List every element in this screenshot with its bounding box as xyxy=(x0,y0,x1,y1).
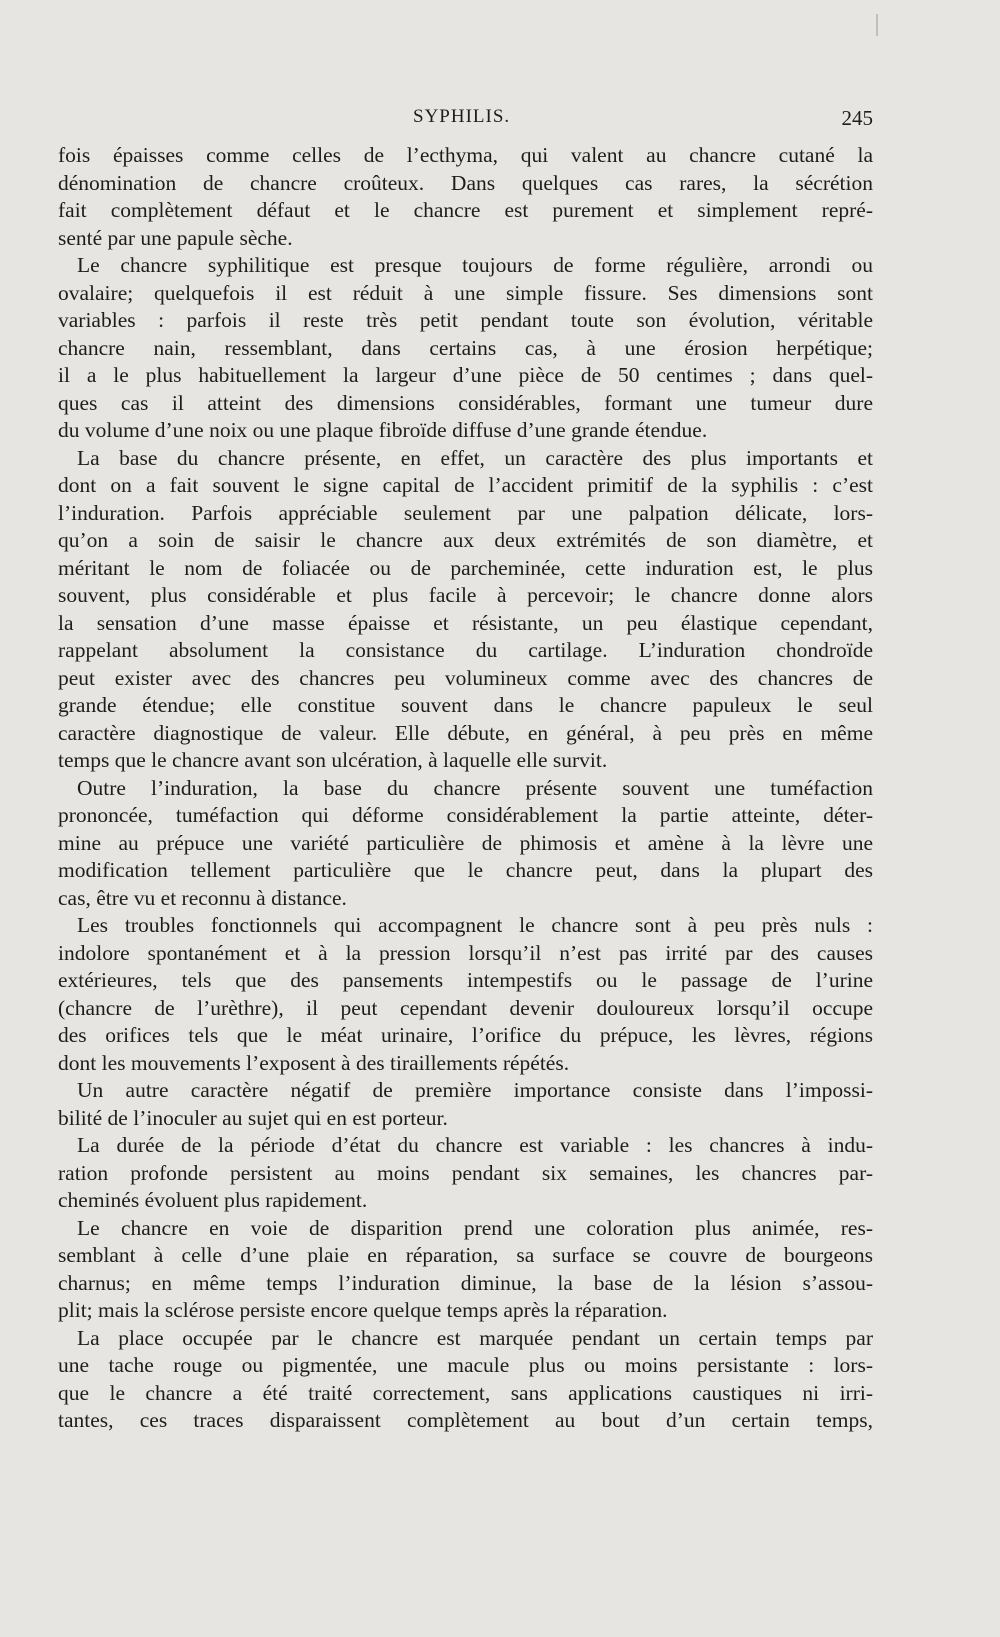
text-line: du volume d’une noix ou une plaque fibroïde diffuse d’une grande étendue. xyxy=(58,418,708,442)
text-line: Le chancre en voie de disparition prend une coloration plus animée, res- xyxy=(77,1215,873,1240)
text-line: Le chancre syphilitique est presque toujours de forme régulière, arrondi ou xyxy=(77,253,873,277)
text-line: peut exister avec des chancres peu volumineux comme avec des chancres de xyxy=(58,665,873,690)
text-line: ques cas il atteint des dimensions considérables, formant une tumeur dure xyxy=(58,390,873,415)
text-line: temps que le chancre avant son ulcération, à laquelle elle survit. xyxy=(58,748,608,772)
text-line: chancre nain, ressemblant, dans certains cas, à une érosion herpétique; xyxy=(58,335,873,360)
text-line: ovalaire; quelquefois il est réduit à une simple fissure. Ses dimensions sont xyxy=(58,280,873,305)
text-line: l’induration. Parfois appréciable seulement par une palpation délicate, lors- xyxy=(58,500,873,525)
text-line: grande étendue; elle constitue souvent dans le chancre papuleux le seul xyxy=(58,693,873,717)
text-line: caractère diagnostique de valeur. Elle débute, en général, à peu près en même xyxy=(58,720,873,745)
text-line: senté par une papule sèche. xyxy=(58,225,293,250)
text-line: charnus; en même temps l’induration diminue, la base de la lésion s’assou- xyxy=(58,1270,873,1295)
text-line: dont on a fait souvent le signe capital de l’accident primitif de la syphilis : c’est xyxy=(58,473,873,497)
text-line: Les troubles fonctionnels qui accompagnent le chancre sont à peu près nuls : xyxy=(77,913,873,937)
text-line: fait complètement défaut et le chancre est purement et simplement repré- xyxy=(58,198,873,222)
text-line: bilité de l’inoculer au sujet qui en est porteur. xyxy=(58,1105,448,1130)
text-line: (chancre de l’urèthre), il peut cependant devenir douloureux lorsqu’il occupe xyxy=(58,995,873,1020)
text-line: La place occupée par le chancre est marquée pendant un certain temps par xyxy=(77,1325,873,1350)
page-number: 245 xyxy=(841,106,873,130)
text-line: extérieures, tels que des pansements intempestifs ou le passage de l’urine xyxy=(58,968,873,992)
text-line: que le chancre a été traité correctement, sans applications caustiques ni irri- xyxy=(58,1380,873,1405)
text-line: dont les mouvements l’exposent à des tiraillements répétés. xyxy=(58,1050,570,1075)
text-line: La durée de la période d’état du chancre est variable : les chancres à indu- xyxy=(77,1133,873,1157)
text-line: semblant à celle d’une plaie en réparation, sa surface se couvre de bourgeons xyxy=(58,1243,873,1267)
text-line: cas, être vu et reconnu à distance. xyxy=(58,885,347,910)
text-line: La base du chancre présente, en effet, un caractère des plus importants et xyxy=(77,445,873,470)
text-line: fois épaisses comme celles de l’ecthyma, qui valent au chancre cutané la xyxy=(58,143,873,167)
text-line: modification tellement particulière que le chancre peut, dans la plupart des xyxy=(58,858,873,882)
text-line: méritant le nom de foliacée ou de parcheminée, cette induration est, le plus xyxy=(58,555,873,580)
text-line: variables : parfois il reste très petit pendant toute son évolution, véritable xyxy=(58,308,873,332)
text-line: qu’on a soin de saisir le chancre aux deux extrémités de son diamètre, et xyxy=(58,528,873,552)
text-line: dénomination de chancre croûteux. Dans quelques cas rares, la sécrétion xyxy=(58,170,873,195)
text-line: Un autre caractère négatif de première importance consiste dans l’impossi- xyxy=(77,1078,873,1102)
running-head: SYPHILIS. xyxy=(413,106,511,127)
text-line: la sensation d’une masse épaisse et résistante, un peu élastique cependant, xyxy=(58,610,873,635)
text-line: indolore spontanément et à la pression lorsqu’il n’est pas irrité par des causes xyxy=(58,940,873,965)
text-line: des orifices tels que le méat urinaire, l’orifice du prépuce, les lèvres, régions xyxy=(58,1023,873,1047)
text-line: Outre l’induration, la base du chancre présente souvent une tuméfaction xyxy=(77,775,873,800)
text-line: ration profonde persistent au moins pendant six semaines, les chancres par- xyxy=(58,1160,873,1185)
text-line: mine au prépuce une variété particulière de phimosis et amène à la lèvre une xyxy=(58,830,873,855)
text-line: souvent, plus considérable et plus facile à percevoir; le chancre donne alors xyxy=(58,583,873,607)
page-edge-mark xyxy=(876,14,878,36)
text-line: plit; mais la sclérose persiste encore quelque temps après la réparation. xyxy=(58,1298,668,1322)
text-line: tantes, ces traces disparaissent complètement au bout d’un certain temps, xyxy=(58,1408,873,1432)
page-header xyxy=(58,106,873,136)
text-line: une tache rouge ou pigmentée, une macule plus ou moins persistante : lors- xyxy=(58,1353,873,1377)
text-line: prononcée, tuméfaction qui déforme considérablement la partie atteinte, déter- xyxy=(58,803,873,827)
text-line: cheminés évoluent plus rapidement. xyxy=(58,1188,368,1212)
text-line: il a le plus habituellement la largeur d’une pièce de 50 centimes ; dans quel- xyxy=(58,363,873,387)
text-line: rappelant absolument la consistance du cartilage. L’induration chondroïde xyxy=(58,638,873,662)
body-text xyxy=(58,142,873,1435)
